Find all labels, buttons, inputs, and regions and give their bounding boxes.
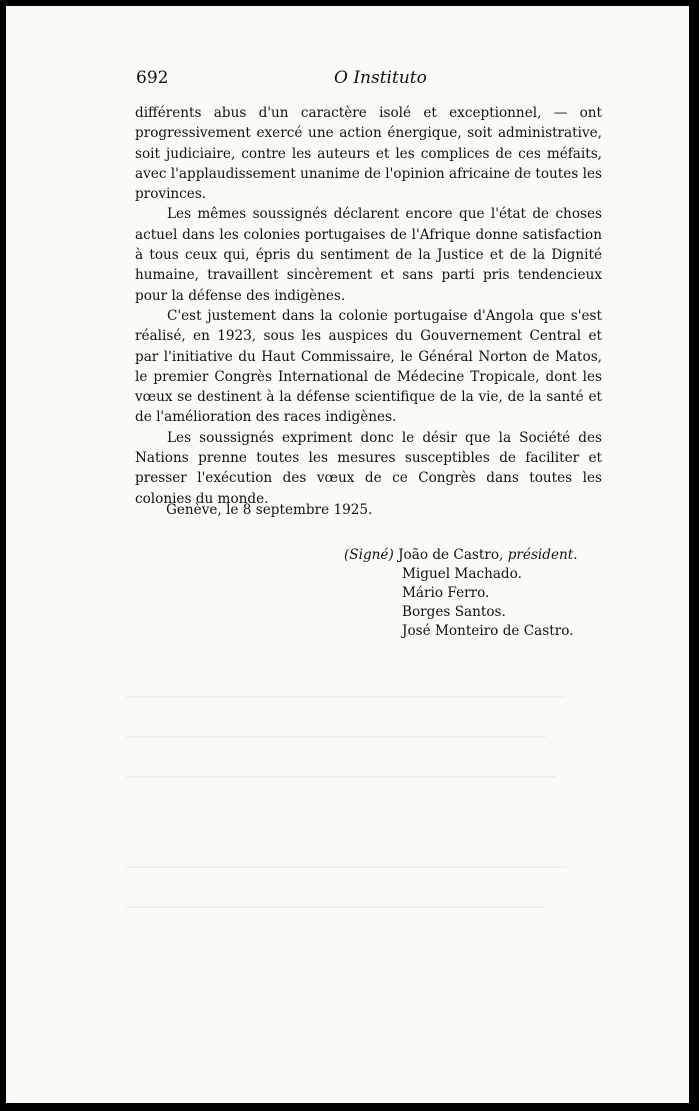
signature-first-row [344,546,578,565]
page-sheet [6,6,689,1103]
show-through-line [126,906,546,908]
signature-block [344,546,578,641]
show-through-line [126,736,546,738]
running-head: O Instituto [334,68,427,88]
paragraph-4: Les soussignés expriment donc le désir que la Société des Nations prenne toutes les mesures susceptibles de faciliter et presser l'exécution des vœux de ce Congrès dans toutes les colonies du monde. [135,429,602,507]
paragraph-2: Les mêmes soussignés déclarent encore que l'état de choses actuel dans les colonies portugaises de l'Afrique donne satisfaction à tous ceux qui, épris du sentiment de la Justice et de la Dignité humaine, travaillent sincèrement et sans parti pris tendencieux pour la défense des indigènes. [135,206,602,304]
page-header [136,68,606,98]
signatory-name: Mário Ferro. [402,585,490,601]
signatory-name: Miguel Machado. [402,566,522,582]
show-through-line [126,776,556,778]
page-number: 692 [136,68,169,88]
paragraph-3: C'est justement dans la colonie portugaise d'Angola que s'est réalisé, en 1923, sous les auspices du Gouvernement Central et par l'initiative du Haut Commissaire, le Général Norton de Matos, le premier Congrès International de Médecine Tropicale, dont les vœux se destinent à la défense scientifique de la vie, de la santé et de l'amélioration des races indigènes. [135,307,602,426]
dateline: Genève, le 8 septembre 1925. [166,502,373,518]
body-text [135,103,602,509]
signatory-name: João de Castro, [398,547,504,563]
show-through-line [126,696,566,698]
signatory-name: Borges Santos. [402,604,506,620]
signatory-name: José Monteiro de Castro. [402,623,574,639]
show-through-line [126,866,566,868]
signed-label: (Signé) [344,547,394,563]
signatory-role: président. [507,547,578,563]
paragraph-1: différents abus d'un caractère isolé et exceptionnel, — ont progressivement exercé une action énergique, soit administrative, soit judiciaire, contre les auteurs et les complices de ces méfaits, avec l'applaudissement unanime de l'opinion africaine de toutes les provinces. [135,105,602,203]
